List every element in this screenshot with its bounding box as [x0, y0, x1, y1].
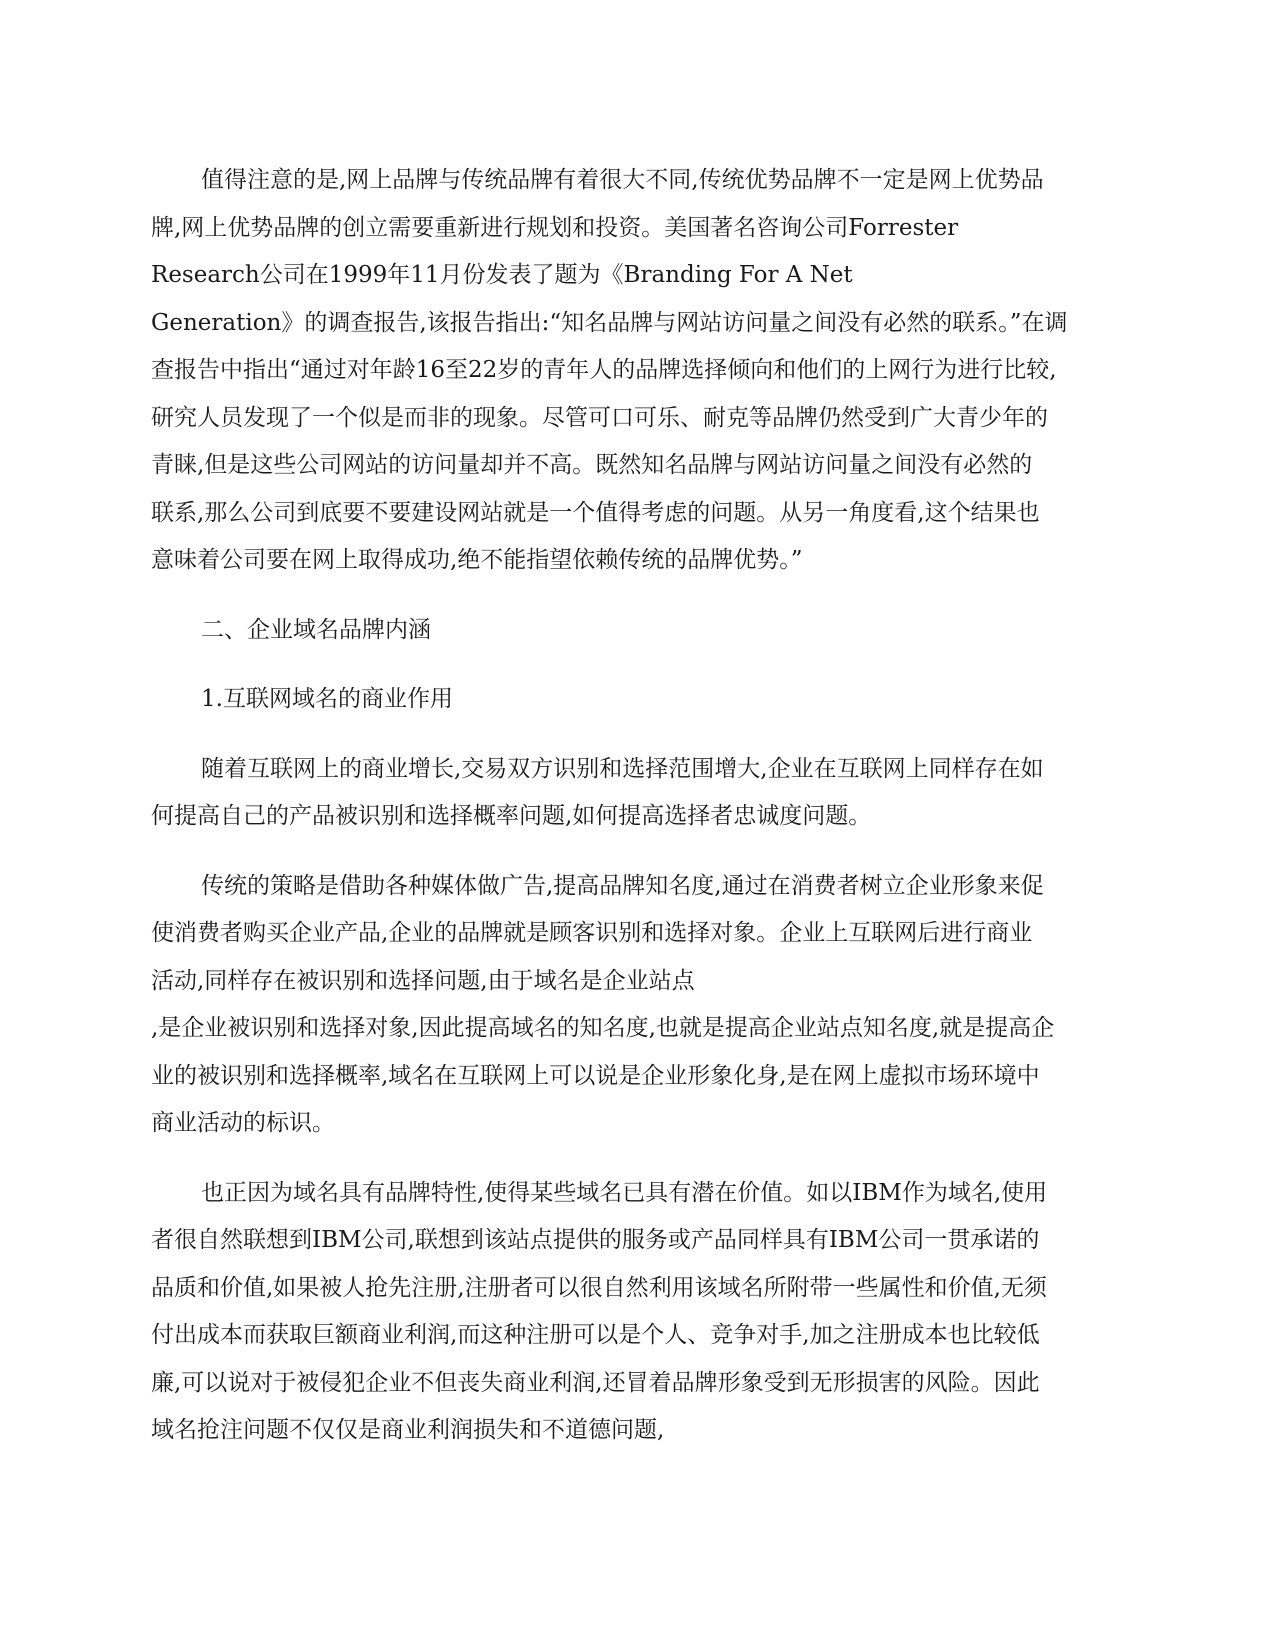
text-line: 研究人员发现了一个似是而非的现象。尽管可口可乐、耐克等品牌仍然受到广大青少年的	[151, 404, 1048, 431]
paragraph-brand-difference	[151, 157, 1136, 585]
text-line: 品质和价值,如果被人抢先注册,注册者可以很自然利用该域名所附带一些属性和价值,无须	[151, 1274, 1047, 1301]
text-line: 廉,可以说对于被侵犯企业不但丧失商业利润,还冒着品牌形象受到无形损害的风险。因此	[151, 1369, 1040, 1396]
document-body	[151, 157, 1136, 1455]
paragraph-commerce-growth	[151, 746, 1136, 841]
text-line: 青睐,但是这些公司网站的访问量却并不高。既然知名品牌与网站访问量之间没有必然的	[151, 452, 1033, 478]
text-line: 者很自然联想到IBM公司,联想到该站点提供的服务或产品同样具有IBM公司一贯承诺的	[151, 1227, 1040, 1253]
text-line: 商业活动的标识。	[151, 1110, 335, 1136]
text-line: 意味着公司要在网上取得成功,绝不能指望依赖传统的品牌优势。”	[151, 547, 803, 573]
text-line: 查报告中指出“通过对年龄16至22岁的青年人的品牌选择倾向和他们的上网行为进行比较,	[151, 357, 1057, 383]
text-line: 付出成本而获取巨额商业利润,而这种注册可以是个人、竞争对手,加之注册成本也比较低	[151, 1322, 1040, 1348]
text-line: 值得注意的是,网上品牌与传统品牌有着很大不同,传统优势品牌不一定是网上优势品	[201, 167, 1044, 193]
subsection-heading	[151, 676, 1136, 724]
text-line: 随着互联网上的商业增长,交易双方识别和选择范围增大,企业在互联网上同样存在如	[201, 755, 1044, 782]
paragraph-domain-value	[151, 1170, 1136, 1455]
paragraph-traditional-strategy	[151, 863, 1136, 1148]
text-line: 使消费者购买企业产品,企业的品牌就是顾客识别和选择对象。企业上互联网后进行商业	[151, 920, 1033, 946]
text-line: 牌,网上优势品牌的创立需要重新进行规划和投资。美国著名咨询公司Forrester	[151, 214, 959, 241]
text-line: Research公司在1999年11月份发表了题为《Branding For A Net	[151, 262, 853, 288]
text-line: 域名抢注问题不仅仅是商业利润损失和不道德问题,	[151, 1417, 665, 1443]
text-line: 联系,那么公司到底要不要建设网站就是一个值得考虑的问题。从另一角度看,这个结果也	[151, 499, 1040, 526]
text-line: 也正因为域名具有品牌特性,使得某些域名已具有潜在价值。如以IBM作为域名,使用	[201, 1179, 1048, 1206]
text-line: ,是企业被识别和选择对象,因此提高域名的知名度,也就是提高企业站点知名度,就是提高企	[151, 1015, 1055, 1041]
section-heading	[151, 607, 1136, 655]
heading-line: 1.互联网域名的商业作用	[201, 686, 453, 712]
text-line: 业的被识别和选择概率,域名在互联网上可以说是企业形象化身,是在网上虚拟市场环境中	[151, 1062, 1040, 1089]
text-line: 何提高自己的产品被识别和选择概率问题,如何提高选择者忠诚度问题。	[151, 803, 872, 829]
text-line: Generation》的调查报告,该报告指出:“知名品牌与网站访问量之间没有必然的联系。”在调	[151, 309, 1068, 336]
text-line: 传统的策略是借助各种媒体做广告,提高品牌知名度,通过在消费者树立企业形象来促	[201, 872, 1044, 899]
heading-line: 二、企业域名品牌内涵	[201, 616, 431, 643]
text-line: 活动,同样存在被识别和选择问题,由于域名是企业站点	[151, 967, 695, 994]
